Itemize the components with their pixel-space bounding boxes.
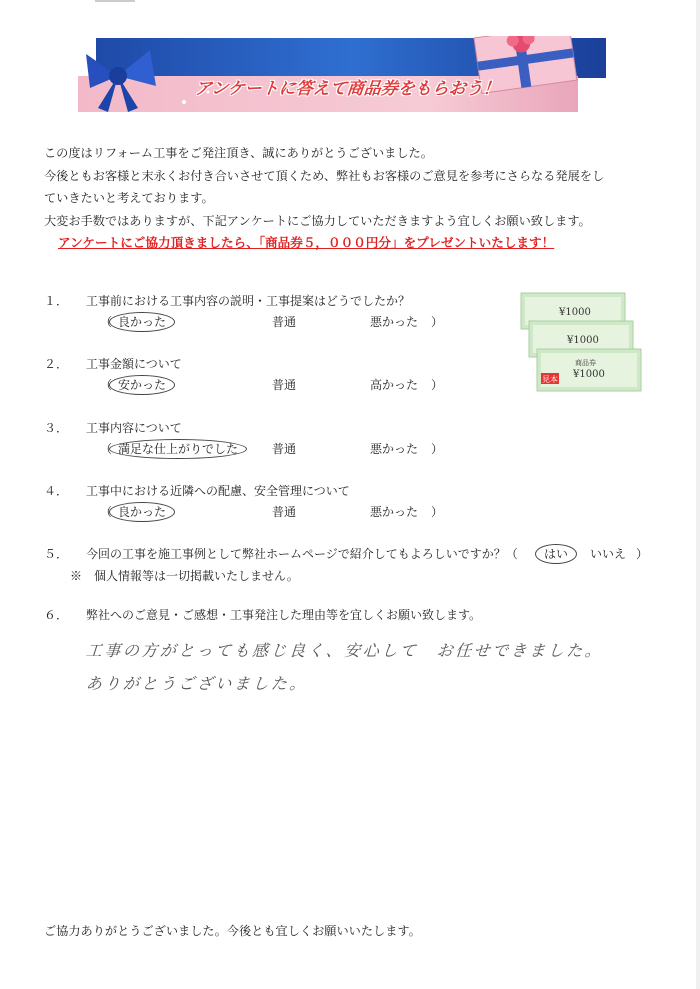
scan-edge (696, 0, 700, 989)
voucher-card (537, 349, 641, 391)
banner-title: アンケートに答えて商品券をもらおう！ (193, 79, 501, 99)
handwritten-comment-line: ありがとうございました。 (85, 674, 309, 693)
question-text: 工事中における近隣への配慮、安全管理について (86, 484, 350, 498)
option[interactable]: 普通 (272, 442, 297, 456)
option[interactable]: 普通 (272, 315, 297, 329)
option-selected[interactable]: 安かった (109, 375, 175, 395)
question-number: ３． (44, 421, 69, 435)
present-notice: アンケートにご協力頂きましたら、「商品券５，０００円分」をプレゼントいたします！ (58, 235, 555, 251)
voucher-label: 商品券 (575, 359, 596, 367)
option[interactable]: 高かった (370, 378, 419, 392)
question-text: 工事前における工事内容の説明・工事提案はどうでしたか？ (86, 294, 411, 308)
voucher-amount: ¥1000 (567, 335, 599, 346)
open-paren: （ (100, 442, 113, 456)
option[interactable]: 普通 (272, 378, 297, 392)
sample-stamp: 見本 (542, 375, 558, 384)
privacy-note: ※ 個人情報等は一切掲載いたしません。 (70, 569, 299, 583)
question-number: ５． (44, 547, 69, 561)
open-paren: （ (100, 505, 113, 519)
close-paren: ） (431, 378, 444, 392)
question-number: ４． (44, 484, 69, 498)
option[interactable]: いいえ (590, 547, 627, 561)
option-selected[interactable]: 良かった (109, 502, 175, 522)
question-number: ２． (44, 357, 69, 371)
question-text: 今回の工事を施工事例として弊社ホームページで紹介してもよろしいですか？（ (86, 547, 518, 561)
close-paren: ） (431, 505, 444, 519)
option-selected[interactable]: 良かった (109, 312, 175, 332)
intro-line: この度はリフォーム工事をご発注頂き、誠にありがとうございました。 (44, 146, 433, 160)
close-paren: ） (431, 315, 444, 329)
intro-line: 今後ともお客様と末永くお付き合いさせて頂くため、弊社もお客様のご意見を参考にさらなる発展をし (44, 168, 605, 183)
intro (44, 142, 664, 255)
option-selected[interactable]: はい (535, 544, 577, 564)
question-number: ６． (44, 608, 69, 622)
question-number: １． (44, 294, 69, 308)
option[interactable]: 普通 (272, 505, 297, 519)
close-paren: ） (431, 442, 444, 456)
option[interactable]: 悪かった (370, 442, 419, 456)
option[interactable]: 悪かった (370, 315, 419, 329)
question-text: 工事内容について (86, 421, 182, 435)
open-paren: （ (100, 378, 113, 392)
closing-message: ご協力ありがとうございました。今後とも宜しくお願いいたします。 (44, 924, 421, 938)
open-paren: （ (100, 315, 113, 329)
intro-line: 大変お手数ではありますが、下記アンケートにご協力していただきますよう宜しくお願い致します。 (44, 213, 591, 228)
option-selected[interactable]: 満足な仕上がりでした (109, 439, 247, 459)
option[interactable]: 悪かった (370, 505, 419, 519)
intro-line: ていきたいと考えております。 (44, 191, 214, 206)
scan-mark (95, 0, 135, 2)
gift-voucher-image (519, 291, 645, 395)
question-text: 工事金額について (86, 357, 182, 371)
voucher-amount: ¥1000 (559, 307, 591, 318)
question-text: 弊社へのご意見・ご感想・工事発注した理由等を宜しくお願い致します。 (86, 608, 482, 622)
handwritten-comment-line: 工事の方がとっても感じ良く、安心して お任せできました。 (85, 641, 604, 660)
close-paren: ） (636, 547, 649, 561)
voucher-amount: ¥1000 (573, 369, 605, 380)
